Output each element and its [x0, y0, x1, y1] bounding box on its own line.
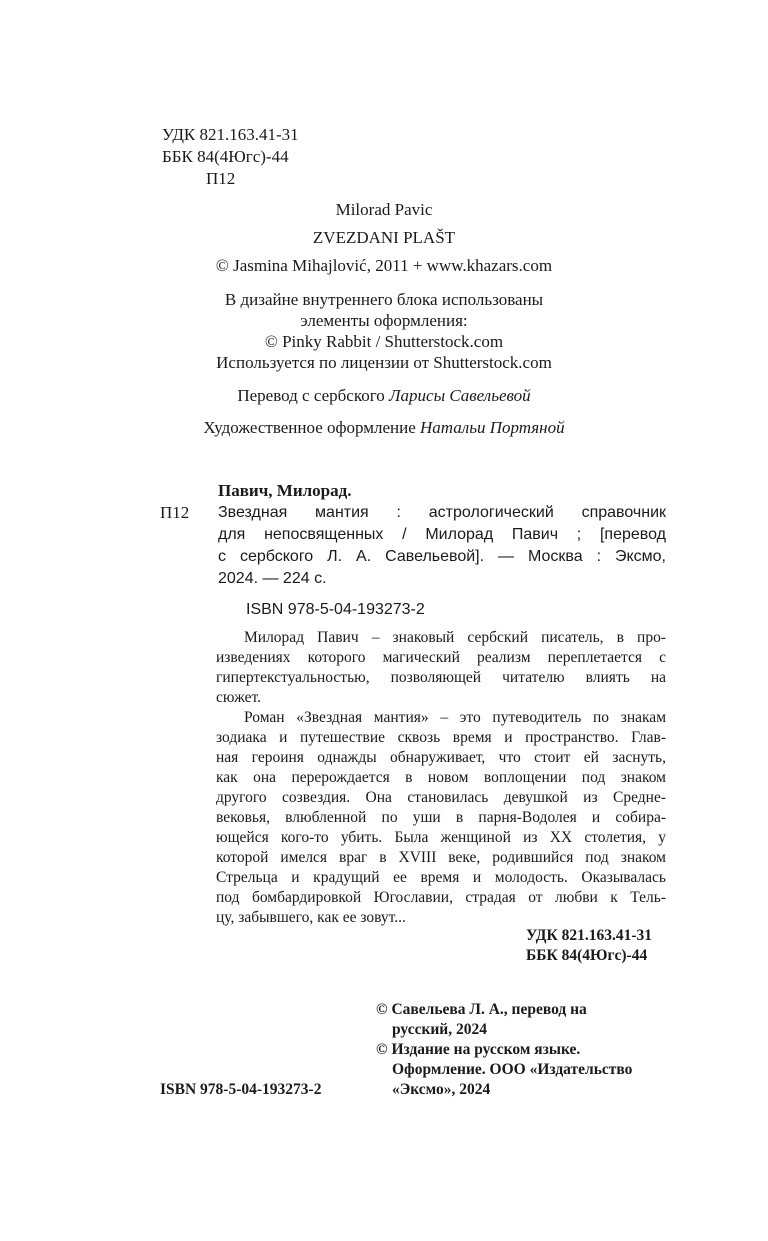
annotation-line: под бомбардировкой Югославии, страдая от любви к Тель- — [216, 889, 666, 906]
catalog-heading: Павич, Милорад. — [218, 481, 352, 500]
original-title: ZVEZDANI PLAŠT — [312, 228, 456, 247]
annotation-paragraph-2 — [216, 708, 666, 928]
art-design-credit — [0, 418, 768, 438]
annotation-line: гипертекстуальностью, позволяющей читателю влиять на — [216, 669, 666, 686]
copyright-line: © Савельева Л. А., перевод на — [376, 1001, 587, 1018]
design-credit-line: элементы оформления: — [300, 311, 468, 330]
index-udk: УДК 821.163.41-31 — [526, 927, 652, 944]
translator-credit — [0, 386, 768, 406]
annotation-line: цу, забывшего, как ее зовут... — [216, 909, 406, 926]
annotation-line: как она перерождается в новом воплощении под знаком — [216, 769, 666, 786]
art-designer-name: Натальи Портяной — [420, 418, 565, 437]
catalog-mark: П12 — [160, 503, 190, 522]
design-credit-line: Используется по лицензии от Shutterstock.com — [216, 353, 552, 372]
copyright-line: © Издание на русском языке. — [376, 1041, 581, 1058]
annotation-line: изведениях которого магический реализм переплетается с — [216, 649, 666, 666]
annotation-line: сюжет. — [216, 689, 261, 706]
annotation-line: ющейся кого-то убить. Была женщиной из XX столетия, у — [216, 829, 666, 846]
annotation-line: Милорад Павич – знаковый сербский писатель, в про- — [244, 629, 666, 646]
original-author: Milorad Pavic — [335, 200, 433, 219]
catalog-line: Звездная мантия : астрологический справочник — [218, 504, 666, 521]
translator-name: Ларисы Савельевой — [389, 386, 531, 405]
copyright-line: Оформление. ООО «Издательство — [392, 1061, 633, 1078]
author-mark: П12 — [206, 169, 236, 188]
annotation-paragraph-1 — [216, 628, 666, 708]
index-bbk: ББК 84(4Югс)-44 — [526, 947, 648, 964]
annotation-line: вековья, влюбленной по уши в парня-Водолея и собира- — [216, 809, 666, 826]
original-copyright: © Jasmina Mihajlović, 2011 + www.khazars.com — [215, 256, 553, 275]
annotation-line: Стрельца и крадущий ее время и молодость. Оказывалась — [216, 869, 666, 886]
copyright-line: русский, 2024 — [392, 1021, 487, 1038]
catalog-line: 2024. — 224 с. — [218, 570, 327, 587]
catalog-isbn: ISBN 978-5-04-193273-2 — [246, 601, 425, 618]
udk-code: УДК 821.163.41-31 — [162, 125, 299, 144]
catalog-line: с сербского Л. А. Савельевой]. — Москва : Эксмо, — [218, 548, 666, 565]
annotation-line: зодиака и путешествие сквозь время и пространство. Глав- — [216, 729, 666, 746]
translator-prefix: Перевод с сербского — [237, 386, 390, 405]
copyright-line: «Эксмо», 2024 — [392, 1081, 491, 1098]
design-credit-line: © Pinky Rabbit / Shutterstock.com — [264, 332, 504, 351]
footer-isbn: ISBN 978-5-04-193273-2 — [160, 1081, 322, 1098]
annotation-line: другого созвездия. Она становилась девушкой из Средне- — [216, 789, 666, 806]
annotation-line: которой имелся враг в XVIII веке, родившийся под знаком — [216, 849, 666, 866]
art-design-prefix: Художественное оформление — [203, 418, 421, 437]
design-credit-line: В дизайне внутреннего блока использованы — [224, 290, 544, 309]
catalog-line: для непосвященных / Милорад Павич ; [перевод — [218, 526, 666, 543]
bbk-code: ББК 84(4Югс)-44 — [162, 147, 289, 166]
annotation-line: Роман «Звездная мантия» – это путеводитель по знакам — [244, 709, 666, 726]
annotation-line: ная героиня однажды обнаруживает, что стоит ей заснуть, — [216, 749, 666, 766]
